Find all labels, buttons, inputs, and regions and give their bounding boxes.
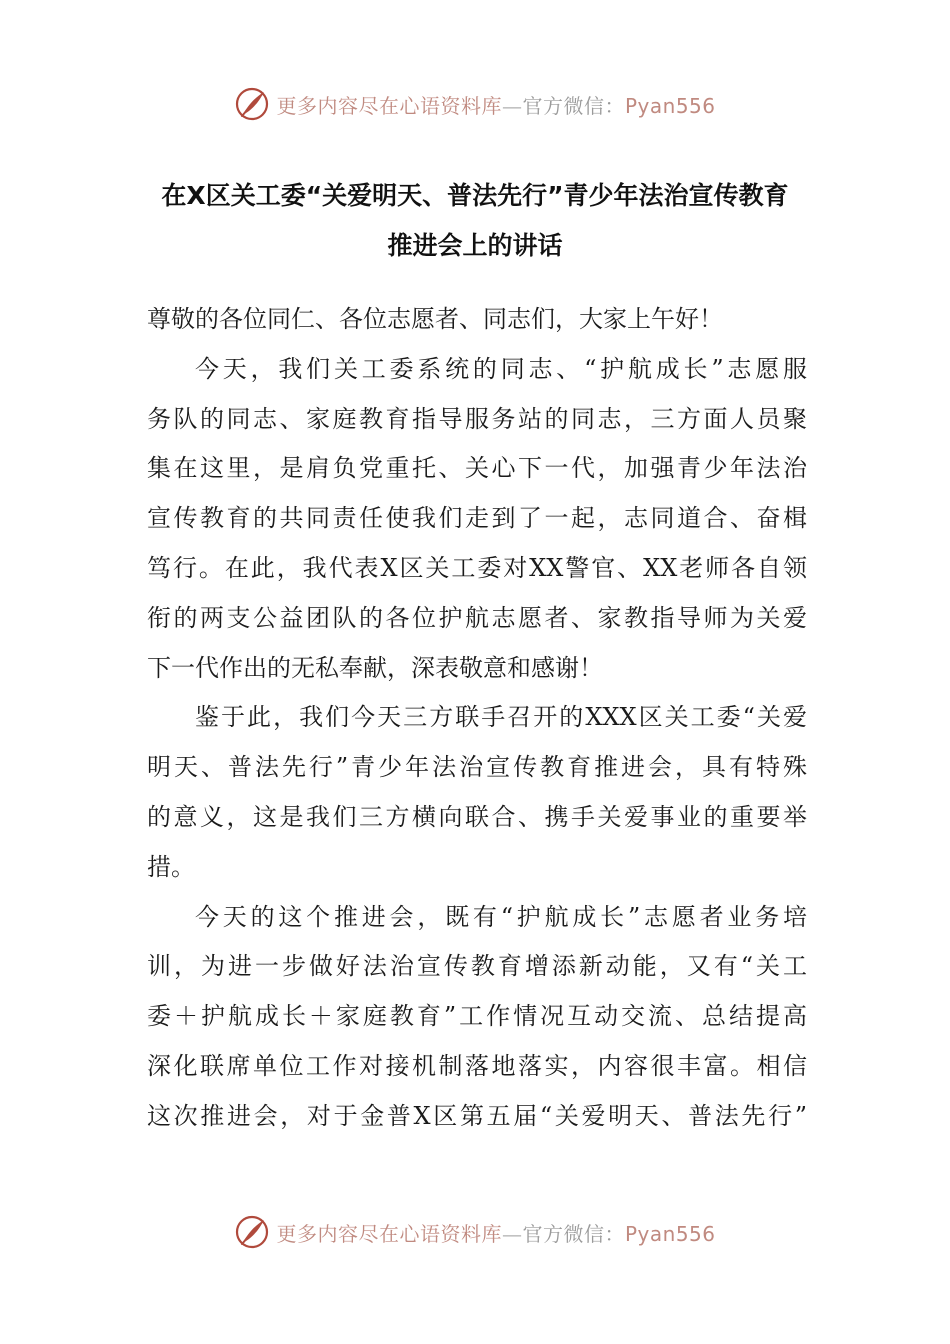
- body-line: 集在这里，是肩负党重托、关心下一代，加强青少年法治: [147, 454, 807, 483]
- body-line: 的意义，这是我们三方横向联合、携手关爱事业的重要举: [147, 802, 807, 831]
- watermark-official-label: 官方微信：: [522, 93, 625, 118]
- body-line: 宣传教育的共同责任使我们走到了一起，志同道合、奋楫: [147, 504, 807, 533]
- document-title-line-1: 在X区关工委“关爱明天、普法先行”青少年法治宣传教育: [161, 181, 789, 210]
- body-line: 措。: [147, 852, 195, 881]
- body-line: 深化联席单位工作对接机制落地落实，内容很丰富。相信: [147, 1051, 807, 1080]
- watermark-separator: —: [501, 1221, 523, 1246]
- watermark-banner-bottom: [0, 1208, 950, 1256]
- watermark-main-text: 更多内容尽在心语资料库: [276, 93, 502, 118]
- body-line: 明天、普法先行”青少年法治宣传教育推进会，具有特殊: [147, 753, 807, 782]
- body-line: 衔的两支公益团队的各位护航志愿者、家教指导师为关爱: [147, 603, 807, 632]
- quill-pen-icon: [234, 1214, 270, 1250]
- watermark-official-label: 官方微信：: [522, 1221, 625, 1246]
- document-title-line-2: 推进会上的讲话: [387, 231, 563, 260]
- body-line: 训，为进一步做好法治宣传教育增添新动能，又有“关工: [147, 952, 807, 981]
- body-line: 尊敬的各位同仁、各位志愿者、同志们，大家上午好！: [147, 305, 723, 333]
- body-line: 笃行。在此，我代表X区关工委对XX警官、XX老师各自领: [147, 553, 807, 582]
- body-line: 鉴于此，我们今天三方联手召开的XXX区关工委“关爱: [195, 703, 807, 732]
- body-line: 今天的这个推进会，既有“护航成长”志愿者业务培: [195, 902, 807, 931]
- quill-pen-icon: [234, 86, 270, 122]
- body-line: 委＋护航成长＋家庭教育”工作情况互动交流、总结提高: [147, 1002, 807, 1031]
- watermark-text: [276, 1218, 715, 1247]
- watermark-text: [276, 90, 715, 119]
- watermark-main-text: 更多内容尽在心语资料库: [276, 1221, 502, 1246]
- body-line: 今天，我们关工委系统的同志、“护航成长”志愿服: [195, 354, 807, 383]
- watermark-separator: —: [501, 93, 523, 118]
- body-line: 这次推进会，对于金普X区第五届“关爱明天、普法先行”: [147, 1101, 807, 1130]
- body-line: 下一代作出的无私奉献，深表敬意和感谢！: [147, 653, 603, 682]
- watermark-wechat-id: Pyan556: [624, 93, 716, 118]
- document-body: [147, 295, 807, 1142]
- watermark-banner-top: [0, 80, 950, 128]
- body-line: 务队的同志、家庭教育指导服务站的同志，三方面人员聚: [147, 404, 807, 433]
- watermark-wechat-id: Pyan556: [624, 1221, 716, 1246]
